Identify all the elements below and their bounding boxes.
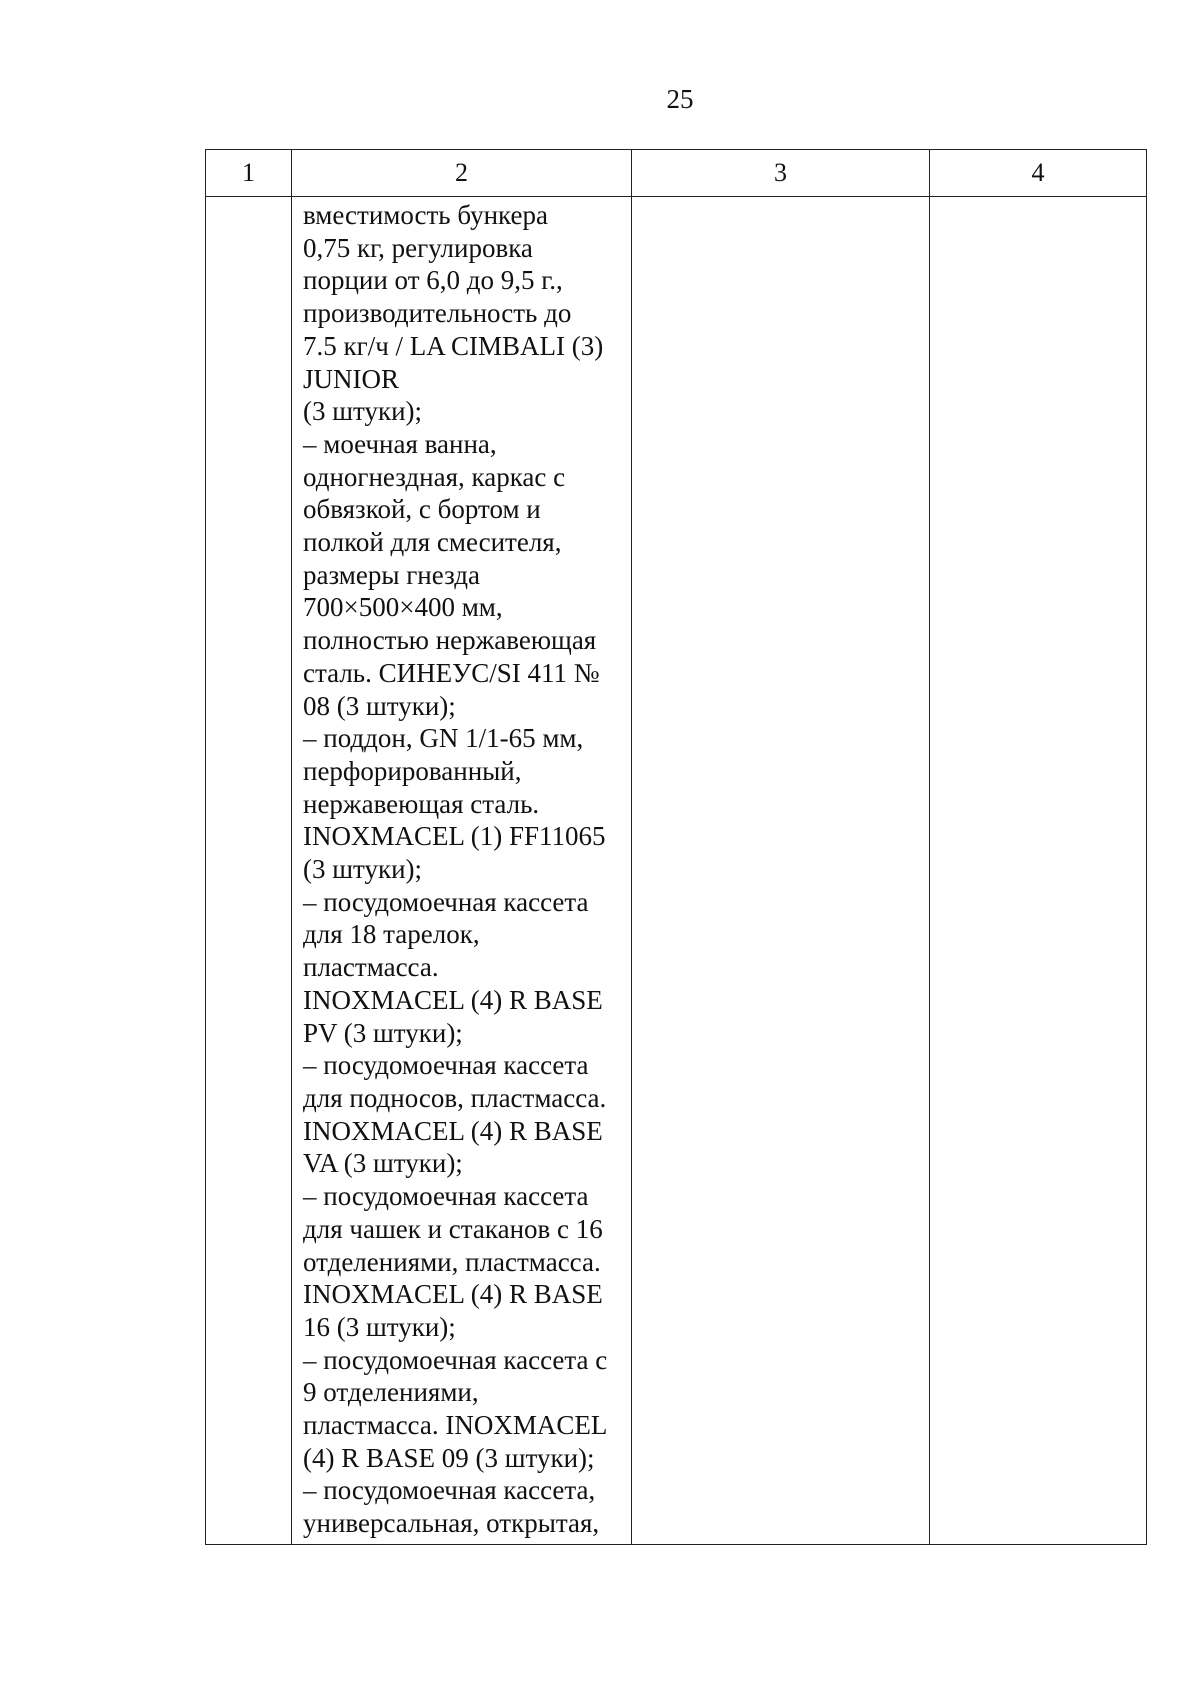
description-line: – посудомоечная кассета с — [303, 1344, 608, 1375]
description-line: (4) R BASE 09 (3 штуки); — [303, 1442, 595, 1473]
description-line: порции от 6,0 до 9,5 г., — [303, 265, 563, 296]
description-line: для подносов, пластмасса. — [303, 1082, 607, 1113]
description-line: перфорированный, — [303, 755, 522, 786]
description-line: – посудомоечная кассета — [303, 1050, 589, 1081]
description-line: – посудомоечная кассета — [303, 1181, 589, 1212]
column-header-2: 2 — [292, 150, 632, 197]
description-line: (3 штуки); — [303, 396, 423, 427]
cell-column-1 — [206, 197, 292, 1545]
description-line: обвязкой, с бортом и — [303, 494, 541, 525]
description-line: – посудомоечная кассета, — [303, 1475, 596, 1506]
description-line: вместимость бункера — [303, 200, 548, 230]
cell-column-2-description — [292, 197, 632, 1545]
description-line: производительность до — [303, 298, 572, 329]
equipment-table — [205, 149, 1147, 1545]
description-line: 0,75 кг, регулировка — [303, 232, 533, 263]
header-row — [206, 150, 1147, 197]
description-line: пластмасса. INOXMACEL — [303, 1410, 608, 1441]
description-line: VA (3 штуки); — [303, 1148, 463, 1179]
description-line: размеры гнезда — [303, 559, 480, 590]
description-line: нержавеющая сталь. — [303, 788, 540, 819]
description-line: (3 штуки); — [303, 854, 423, 885]
description-line: – посудомоечная кассета — [303, 886, 589, 917]
table-row — [206, 197, 1147, 1545]
cell-column-3 — [632, 197, 930, 1545]
description-line: – поддон, GN 1/1-65 мм, — [303, 723, 584, 754]
description-line: сталь. СИНЕУС/SI 411 № — [303, 657, 600, 688]
description-line: 16 (3 штуки); — [303, 1311, 456, 1342]
description-line: INOXMACEL (1) FF11065 — [303, 821, 606, 852]
description-line: отделениями, пластмасса. — [303, 1246, 601, 1277]
description-line: 700×500×400 мм, — [303, 592, 503, 623]
column-header-4: 4 — [930, 150, 1147, 197]
description-line: для 18 тарелок, — [303, 919, 480, 950]
cell-column-4 — [930, 197, 1147, 1545]
description-line: полкой для смесителя, — [303, 527, 562, 558]
description-line: универсальная, открытая, — [303, 1508, 600, 1539]
description-line: INOXMACEL (4) R BASE — [303, 1279, 603, 1310]
description-line: INOXMACEL (4) R BASE — [303, 1115, 603, 1146]
description-line: 08 (3 штуки); — [303, 690, 456, 721]
description-line: 7.5 кг/ч / LA CIMBALI (3) — [303, 330, 604, 361]
description-line: одногнездная, каркас с — [303, 461, 566, 492]
description-line: для чашек и стаканов с 16 — [303, 1213, 603, 1244]
column-header-3: 3 — [632, 150, 930, 197]
table-header — [206, 150, 1147, 197]
description-line: полностью нержавеющая — [303, 625, 597, 656]
description-line: пластмасса. — [303, 952, 439, 983]
description-line: – моечная ванна, — [303, 428, 497, 459]
description-line: JUNIOR — [303, 363, 400, 394]
description-line: 9 отделениями, — [303, 1377, 479, 1408]
description-line: INOXMACEL (4) R BASE — [303, 984, 603, 1015]
table-body — [206, 197, 1147, 1545]
column-header-1: 1 — [206, 150, 292, 197]
page-number: 25 — [666, 84, 694, 114]
description-line: PV (3 штуки); — [303, 1017, 463, 1048]
